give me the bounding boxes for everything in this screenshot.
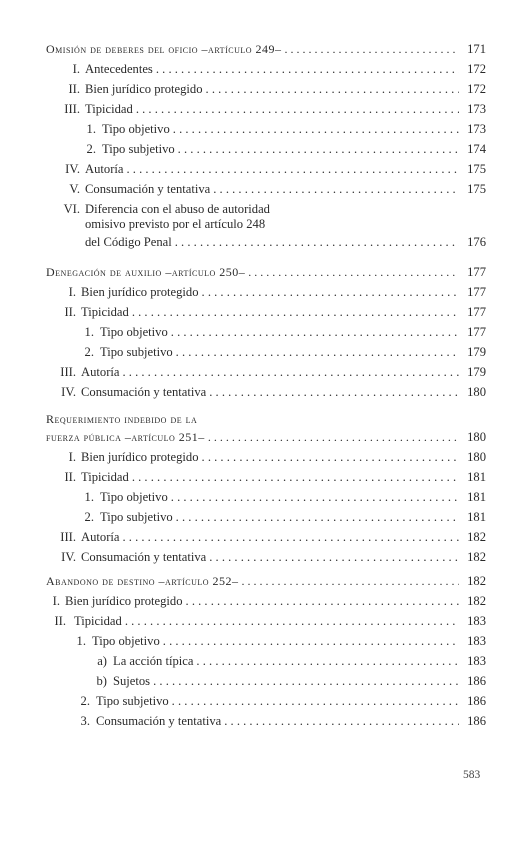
toc-page-number: 177	[467, 265, 486, 279]
toc-page-number: 173	[467, 102, 486, 116]
toc-entry-number: 1.	[86, 122, 96, 136]
dot-leader	[196, 651, 459, 671]
toc-entry-title: Autoría	[81, 530, 120, 544]
toc-entry-number: II.	[64, 470, 76, 484]
toc-entry-number: IV.	[61, 550, 76, 564]
toc-entry	[46, 382, 486, 402]
toc-page-number: 171	[467, 42, 486, 56]
toc-entry-title: Autoría	[85, 162, 124, 176]
toc-page-number: 182	[467, 574, 486, 588]
dot-leader	[178, 139, 459, 159]
toc-entry	[46, 302, 486, 322]
toc-entry-number: II.	[54, 614, 66, 628]
toc-page-number: 179	[467, 365, 486, 379]
dot-leader	[242, 571, 459, 591]
toc-entry-title: Tipo subjetivo	[100, 510, 173, 524]
toc-page-number: 176	[467, 235, 486, 249]
toc-entry	[46, 59, 486, 79]
dot-leader	[285, 39, 459, 59]
dot-leader	[173, 119, 459, 139]
toc-page-number: 173	[467, 122, 486, 136]
toc-entry	[46, 119, 486, 139]
toc-page-number: 182	[467, 530, 486, 544]
dot-leader	[172, 691, 459, 711]
toc-entry-title: Tipo subjetivo	[100, 345, 173, 359]
toc-entry-number: III.	[60, 365, 76, 379]
toc-entry-number: II.	[64, 305, 76, 319]
toc-entry	[46, 671, 486, 691]
toc-entry	[46, 342, 486, 362]
toc-entry-number: 2.	[84, 345, 94, 359]
toc-entry	[46, 611, 486, 631]
toc-entry	[46, 282, 486, 302]
toc-entry-title: Abandono de destino –artículo 252–	[46, 574, 239, 588]
toc-entry-title: Tipo objetivo	[92, 634, 160, 648]
toc-entry	[46, 322, 486, 342]
toc-entry-number: I.	[52, 594, 60, 608]
toc-entry-title: del Código Penal	[85, 235, 172, 249]
dot-leader	[136, 99, 459, 119]
dot-leader	[125, 611, 459, 631]
toc-entry-number: a)	[97, 654, 107, 668]
toc-entry-number: III.	[64, 102, 80, 116]
dot-leader	[209, 547, 459, 567]
toc-entry	[46, 159, 486, 179]
toc-entry-title: Tipicidad	[81, 305, 129, 319]
toc-entry-title-line: Diferencia con el abuso de autoridad	[85, 202, 270, 216]
toc-page-number: 181	[467, 510, 486, 524]
toc-page-number: 186	[467, 694, 486, 708]
toc-entry-title: Tipicidad	[81, 470, 129, 484]
toc-entry-title: Tipo objetivo	[102, 122, 170, 136]
toc-entry	[46, 507, 486, 527]
toc-page-number: 172	[467, 82, 486, 96]
toc-entry	[46, 179, 486, 199]
dot-leader	[122, 362, 459, 382]
toc-entry-title: Consumación y tentativa	[96, 714, 222, 728]
toc-page-number: 177	[467, 325, 486, 339]
toc-entry	[46, 591, 486, 611]
toc-entry-number: 2.	[84, 510, 94, 524]
toc-entry	[46, 99, 486, 119]
dot-leader	[132, 467, 459, 487]
toc-entry-number: 1.	[84, 325, 94, 339]
toc-entry-title: Tipicidad	[85, 102, 133, 116]
dot-leader	[186, 591, 459, 611]
toc-page-number: 180	[467, 450, 486, 464]
toc-entry	[46, 547, 486, 567]
toc-entry-number: 3.	[80, 714, 90, 728]
toc-entry-number: 1.	[84, 490, 94, 504]
toc-entry	[46, 467, 486, 487]
table-of-contents	[46, 39, 486, 731]
toc-entry-title: Tipo objetivo	[100, 325, 168, 339]
toc-page-number: 177	[467, 305, 486, 319]
toc-page-number: 183	[467, 654, 486, 668]
toc-entry-number: IV.	[65, 162, 80, 176]
toc-entry-title: fuerza pública –artículo 251–	[46, 430, 205, 444]
toc-entry	[46, 711, 486, 731]
toc-entry-number: 2.	[80, 694, 90, 708]
toc-entry-number: VI.	[63, 202, 80, 216]
toc-page-number: 172	[467, 62, 486, 76]
toc-entry-title: La acción típica	[113, 654, 194, 668]
toc-entry	[46, 362, 486, 382]
dot-leader	[213, 179, 459, 199]
dot-leader	[153, 671, 459, 691]
toc-entry-multiline	[46, 202, 486, 252]
toc-entry-title: Omisión de deberes del oficio –artículo 249–	[46, 42, 282, 56]
toc-entry-number: 1.	[76, 634, 86, 648]
toc-entry-title: Consumación y tentativa	[85, 182, 211, 196]
dot-leader	[163, 631, 459, 651]
toc-entry-title: Tipo objetivo	[100, 490, 168, 504]
toc-entry	[46, 527, 486, 547]
toc-page-number: 183	[467, 634, 486, 648]
toc-entry-number: III.	[60, 530, 76, 544]
dot-leader	[202, 282, 459, 302]
toc-entry-title: Tipo subjetivo	[102, 142, 175, 156]
toc-entry	[46, 487, 486, 507]
toc-page-number: 182	[467, 594, 486, 608]
dot-leader	[209, 382, 459, 402]
dot-leader	[176, 342, 459, 362]
toc-page-number: 182	[467, 550, 486, 564]
toc-page-number: 181	[467, 490, 486, 504]
toc-section-heading-multiline	[46, 412, 486, 447]
dot-leader	[208, 427, 459, 447]
toc-page-number: 183	[467, 614, 486, 628]
dot-leader	[175, 232, 459, 252]
toc-entry-number: I.	[68, 285, 76, 299]
toc-page-number: 174	[467, 142, 486, 156]
dot-leader	[202, 447, 459, 467]
toc-entry	[46, 651, 486, 671]
toc-entry-title: Bien jurídico protegido	[65, 594, 183, 608]
toc-entry	[46, 447, 486, 467]
dot-leader	[126, 159, 459, 179]
dot-leader	[171, 487, 459, 507]
toc-entry-number: 2.	[86, 142, 96, 156]
toc-entry	[46, 691, 486, 711]
dot-leader	[248, 262, 459, 282]
toc-entry-title: Consumación y tentativa	[81, 385, 207, 399]
toc-entry-title: Autoría	[81, 365, 120, 379]
toc-entry-title: Consumación y tentativa	[81, 550, 207, 564]
toc-section-heading	[46, 39, 486, 59]
toc-entry-title: Tipo subjetivo	[96, 694, 169, 708]
toc-entry-title: Tipicidad	[74, 614, 122, 628]
page-number: 583	[463, 769, 481, 781]
toc-entry-title: Antecedentes	[85, 62, 153, 76]
toc-page-number: 186	[467, 674, 486, 688]
toc-entry	[46, 139, 486, 159]
dot-leader	[171, 322, 459, 342]
dot-leader	[176, 507, 459, 527]
dot-leader	[156, 59, 459, 79]
toc-entry-number: I.	[68, 450, 76, 464]
toc-page-number: 175	[467, 182, 486, 196]
dot-leader	[206, 79, 459, 99]
toc-entry-number: II.	[68, 82, 80, 96]
toc-entry-title-line: omisivo previsto por el artículo 248	[85, 217, 266, 231]
toc-entry-title: Bien jurídico protegido	[81, 285, 199, 299]
toc-entry	[46, 631, 486, 651]
toc-page-number: 177	[467, 285, 486, 299]
toc-page-number: 180	[467, 430, 486, 444]
toc-section-heading	[46, 571, 486, 591]
toc-page-number: 180	[467, 385, 486, 399]
toc-page-number: 179	[467, 345, 486, 359]
toc-entry-number: I.	[72, 62, 80, 76]
toc-entry-title-line: Requerimiento indebido de la	[46, 412, 198, 426]
toc-entry-title: Denegación de auxilio –artículo 250–	[46, 265, 246, 279]
toc-entry	[46, 79, 486, 99]
dot-leader	[132, 302, 459, 322]
toc-entry-title: Bien jurídico protegido	[81, 450, 199, 464]
dot-leader	[122, 527, 459, 547]
toc-entry-title: Sujetos	[113, 674, 151, 688]
dot-leader	[224, 711, 459, 731]
toc-section-heading	[46, 262, 486, 282]
toc-entry-title: Bien jurídico protegido	[85, 82, 203, 96]
toc-entry-number: b)	[96, 674, 107, 688]
toc-page-number: 186	[467, 714, 486, 728]
toc-page-number: 181	[467, 470, 486, 484]
toc-entry-number: V.	[69, 182, 80, 196]
toc-entry-number: IV.	[61, 385, 76, 399]
toc-page-number: 175	[467, 162, 486, 176]
